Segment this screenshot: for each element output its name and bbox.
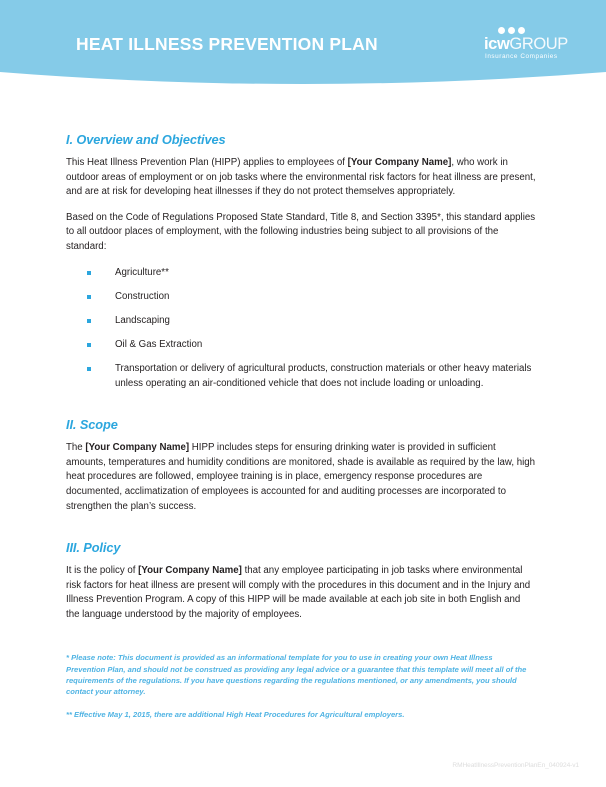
- overview-p1-part-1: This Heat Illness Prevention Plan (HIPP) applies to employees of: [66, 157, 348, 168]
- footnote-disclaimer: * Please note: This document is provided as an informational template for you to use in creating your own Heat Illness Prevention Plan, and should not be construed as providing any legal advice or a guarantee that this template will meet all of the requirements of the regulations. If you have questions regarding the regulations mentioned, or any amendments, you should contact your attorney.: [66, 653, 527, 697]
- bullet-marker-icon: [87, 295, 91, 299]
- page-header-banner: [0, 0, 606, 92]
- list-item: [66, 362, 536, 391]
- policy-company-placeholder: [Your Company Name]: [138, 565, 242, 577]
- list-item-label: Agriculture**: [115, 266, 169, 278]
- scope-part-1: The: [66, 442, 86, 454]
- scope-company-placeholder: [Your Company Name]: [85, 442, 190, 454]
- footnote-high-heat: ** Effective May 1, 2015, there are additional High Heat Procedures for Agricultural employers.: [66, 710, 405, 720]
- bullet-marker-icon: [87, 271, 91, 275]
- industries-list: [66, 266, 536, 392]
- list-item: [66, 314, 536, 329]
- page-title: HEAT ILLNESS PREVENTION PLAN: [76, 34, 378, 54]
- section-heading-scope: II. Scope: [66, 417, 118, 433]
- logo-wordmark-light: GROUP: [509, 35, 568, 53]
- section-heading-policy: III. Policy: [66, 540, 121, 556]
- bullet-marker-icon: [87, 367, 91, 371]
- list-item: [66, 338, 536, 353]
- section-heading-overview: I. Overview and Objectives: [66, 132, 226, 147]
- logo-dot-2: [508, 27, 515, 34]
- section-policy: [66, 540, 536, 622]
- list-item-label: Oil & Gas Extraction: [115, 338, 203, 350]
- bullet-marker-icon: [87, 343, 91, 347]
- policy-part-1: It is the policy of: [66, 565, 139, 577]
- logo-dot-3: [518, 27, 525, 34]
- bullet-marker-icon: [87, 319, 91, 323]
- footnotes-block: [66, 652, 536, 720]
- overview-p1-part-2: , who work in outdoor areas of employment or on job tasks where the environmental risk factors for heat illness are present, and are at risk for developing heat illnesses if they do not protect themselves appropriately.: [66, 157, 536, 198]
- scope-paragraph: [66, 441, 536, 514]
- document-code-footer: RMHeatIllnessPreventionPlanEn_040924-v1: [452, 762, 579, 769]
- overview-paragraph-1: [66, 156, 536, 200]
- list-item-label: Transportation or delivery of agricultural products, construction materials or other heavy materials unless operating an air-conditioned vehicle that does not include loading or unloading.: [115, 362, 532, 389]
- logo-dots-icon: [498, 27, 525, 34]
- logo-wordmark-bold: icw: [484, 35, 510, 53]
- scope-part-2: HIPP includes steps for ensuring drinking water is provided in sufficient amounts, temperatures and humidity conditions are monitored, shade is available as required by the law, high heat procedures are followed, employee training is in place, emergency response procedures are documented, acclimatization of employees is accounted for and auditing processes are incorporated to strengthen the plan’s success.: [66, 442, 536, 512]
- policy-part-2: that any employee participating in job tasks where environmental risk factors for heat illness are present will comply with the procedures in this document and in the Injury and Illness Prevention Program. A copy of this HIPP will be made available at each job site in both English and the language understood by the majority of employees.: [66, 565, 531, 620]
- overview-p1-company-placeholder: [Your Company Name]: [347, 157, 452, 168]
- logo-tagline: Insurance Companies: [485, 53, 558, 60]
- list-item-label: Landscaping: [115, 314, 170, 326]
- icw-group-logo: [484, 27, 580, 62]
- policy-paragraph: [66, 564, 536, 622]
- list-item: [66, 266, 536, 281]
- overview-paragraph-2: Based on the Code of Regulations Proposed State Standard, Title 8, and Section 3395*, this standard applies to all outdoor places of employment, with the following industries being subject to all provisions of the standard:: [66, 211, 536, 252]
- logo-dot-1: [498, 27, 505, 34]
- section-overview: [66, 132, 536, 391]
- document-body: [66, 132, 536, 720]
- logo-wordmark: [484, 35, 568, 54]
- list-item-label: Construction: [115, 290, 170, 302]
- list-item: [66, 290, 536, 305]
- section-scope: [66, 417, 536, 514]
